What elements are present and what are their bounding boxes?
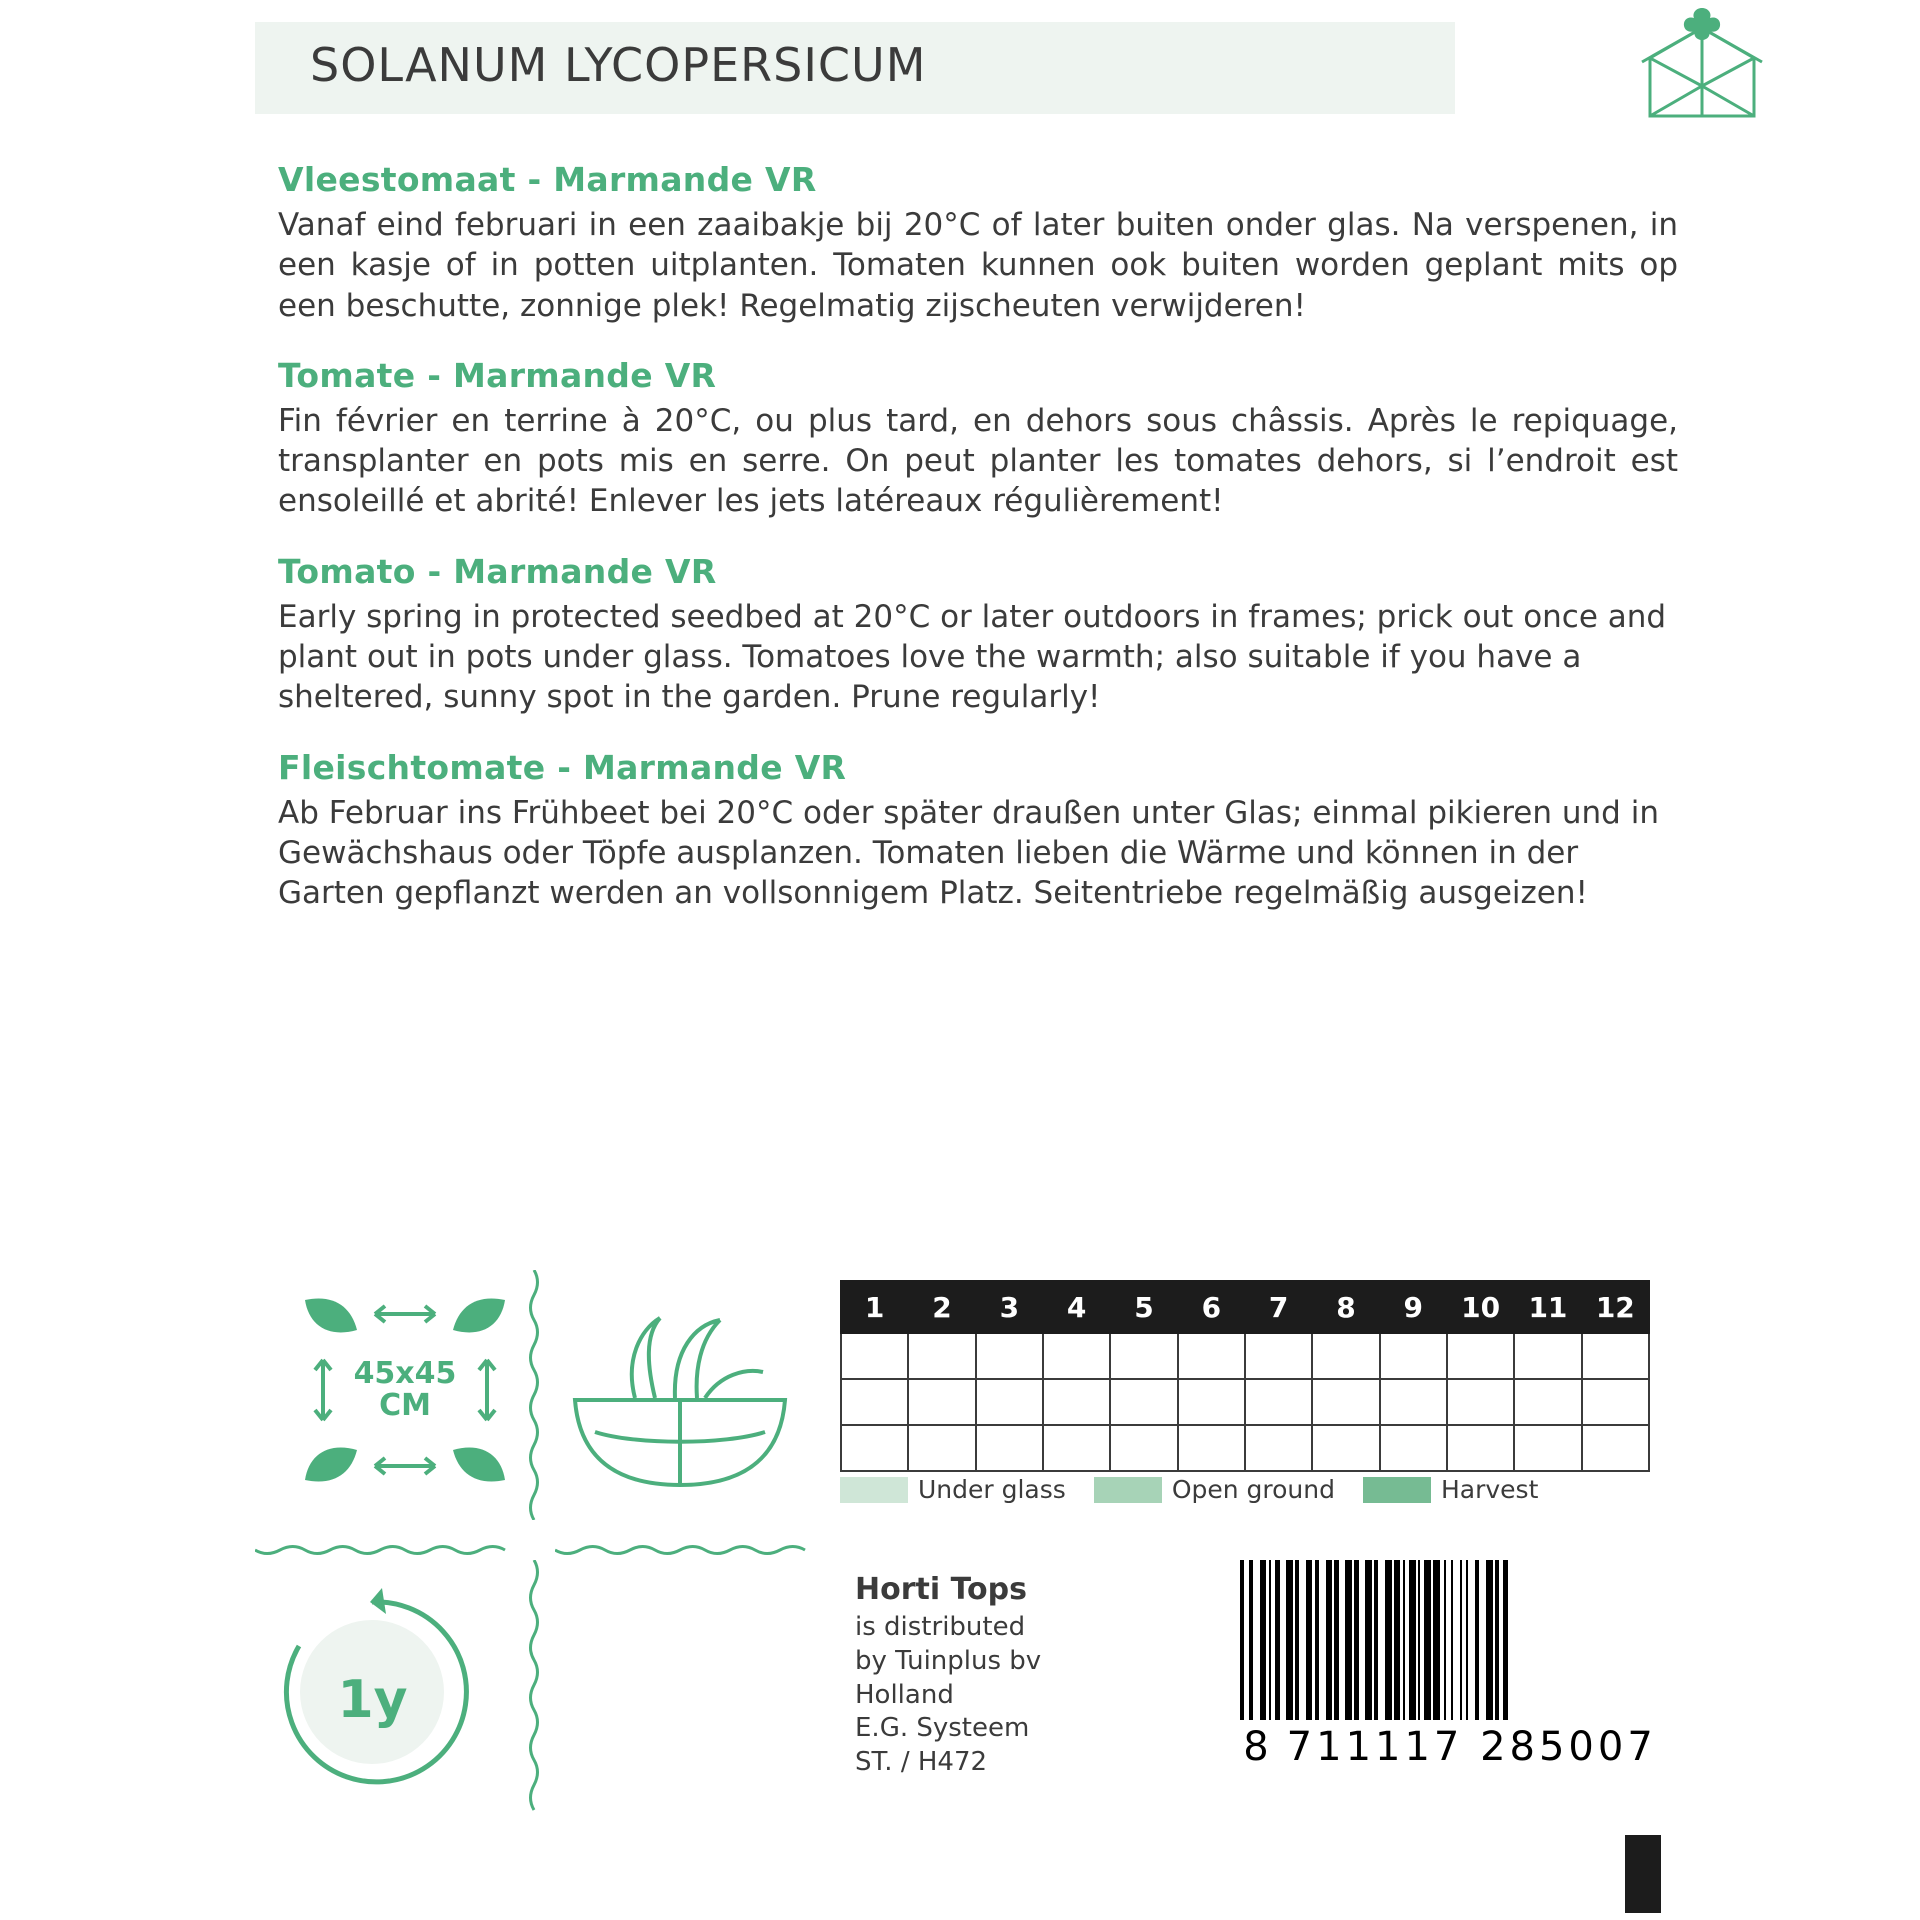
legend-swatch-open-ground — [1094, 1477, 1162, 1503]
calendar-row-under-glass — [841, 1333, 1649, 1379]
legend-label-open-ground: Open ground — [1171, 1475, 1335, 1504]
brand-name: Horti Tops — [855, 1572, 1028, 1607]
section-title-en: Tomato - Marmande VR — [278, 551, 717, 591]
calendar-legend — [840, 1475, 1650, 1504]
page-title: SOLANUM LYCOPERSICUM — [310, 38, 927, 92]
section-nl — [278, 160, 1678, 326]
plant-spacing-value: 45x45 — [353, 1356, 457, 1391]
sowing-calendar — [840, 1280, 1650, 1472]
calendar-cell — [976, 1333, 1043, 1379]
legend-item-open-ground — [1094, 1475, 1335, 1504]
section-de — [278, 748, 1678, 914]
month-header: 6 — [1178, 1281, 1245, 1333]
legend-item-under-glass — [840, 1475, 1066, 1504]
calendar-header-row — [841, 1281, 1649, 1333]
calendar-cell — [1312, 1425, 1379, 1471]
annual-cycle-label: 1y — [337, 1670, 408, 1730]
calendar-cell — [1514, 1379, 1581, 1425]
description-sections — [278, 160, 1678, 944]
calendar-cell — [908, 1333, 975, 1379]
calendar-row-open-ground — [841, 1379, 1649, 1425]
section-title-nl: Vleestomaat - Marmande VR — [278, 160, 817, 199]
divider-horizontal-right — [555, 1542, 825, 1561]
month-header: 12 — [1582, 1281, 1649, 1333]
distributor-line-3: Holland — [855, 1679, 954, 1710]
distributor-line-2: by Tuinplus bv — [855, 1645, 1042, 1676]
legend-swatch-harvest — [1363, 1477, 1431, 1503]
calendar-cell — [1043, 1425, 1110, 1471]
calendar-cell — [1312, 1379, 1379, 1425]
info-panel — [255, 1270, 1675, 1870]
calendar-cell — [841, 1425, 908, 1471]
month-header: 9 — [1380, 1281, 1447, 1333]
month-header: 3 — [976, 1281, 1043, 1333]
salad-bowl-icon — [555, 1280, 805, 1500]
legend-label-harvest: Harvest — [1440, 1475, 1539, 1504]
calendar-cell — [1043, 1333, 1110, 1379]
section-body-nl: Vanaf eind februari in een zaaibakje bij 20°C of later buiten onder glas. Na verspenen, in een kasje of in potten uitplanten. Tomaten kunnen ook buiten worden geplant mits op een beschutte, zonnige plek! Regelmatig zijscheuten verwijderen! — [278, 207, 1678, 324]
plant-spacing-label — [325, 1358, 485, 1421]
calendar-cell — [1245, 1379, 1312, 1425]
calendar-cell — [976, 1425, 1043, 1471]
calendar-cell — [1312, 1333, 1379, 1379]
distributor-line-1: is distributed — [855, 1612, 1026, 1642]
calendar-cell — [1514, 1333, 1581, 1379]
calendar-cell — [1178, 1425, 1245, 1471]
calendar-cell — [841, 1379, 908, 1425]
section-fr — [278, 356, 1678, 522]
distributor-info — [855, 1570, 1155, 1780]
barcode-digits — [1240, 1724, 1660, 1770]
month-header: 5 — [1110, 1281, 1177, 1333]
distributor-line-5: ST. / H472 — [855, 1747, 988, 1778]
legend-swatch-under-glass — [840, 1477, 908, 1503]
section-title-fr: Tomate - Marmande VR — [278, 355, 717, 395]
calendar-cell — [1582, 1333, 1649, 1379]
calendar-cell — [1110, 1425, 1177, 1471]
calendar-cell — [1380, 1333, 1447, 1379]
distributor-line-4: E.G. Systeem — [855, 1713, 1030, 1744]
calendar-cell — [1178, 1333, 1245, 1379]
month-header: 7 — [1245, 1281, 1312, 1333]
month-header: 10 — [1447, 1281, 1514, 1333]
barcode-bars — [1240, 1560, 1660, 1720]
month-header: 2 — [908, 1281, 975, 1333]
corner-mark — [1625, 1835, 1661, 1913]
annual-cycle-icon — [275, 1580, 535, 1810]
calendar-row-harvest — [841, 1425, 1649, 1471]
calendar-cell — [1380, 1425, 1447, 1471]
barcode-number: 711117 285007 — [1286, 1724, 1657, 1770]
section-title-de: Fleischtomate - Marmande VR — [278, 747, 847, 787]
legend-label-under-glass: Under glass — [918, 1475, 1066, 1504]
calendar-cell — [1582, 1425, 1649, 1471]
month-header: 4 — [1043, 1281, 1110, 1333]
section-body-de: Ab Februar ins Frühbeet bei 20°C oder später draußen unter Glas; einmal pikieren und in Gewächshaus oder Töpfe ausplanzen. Tomaten lieben die Wärme und können in der Garten gepflanzt werden an vollsonnigem Platz. Seitentriebe regelmäßig ausgeizen! — [278, 794, 1659, 912]
legend-item-harvest — [1363, 1475, 1538, 1504]
section-body-fr: Fin février en terrine à 20°C, ou plus tard, en dehors sous châssis. Après le repiquage, transplanter en pots mis en serre. On peut planter les tomates dehors, si l’endroit est ensoleillé et abrité! Enlever les jets latéreaux régulièrement! — [278, 402, 1678, 520]
calendar-cell — [1380, 1379, 1447, 1425]
calendar-cell — [976, 1379, 1043, 1425]
month-header: 11 — [1514, 1281, 1581, 1333]
calendar-cell — [841, 1333, 908, 1379]
calendar-cell — [1582, 1379, 1649, 1425]
calendar-cell — [1514, 1425, 1581, 1471]
calendar-table — [840, 1280, 1650, 1472]
month-header: 8 — [1312, 1281, 1379, 1333]
calendar-cell — [1447, 1379, 1514, 1425]
calendar-cell — [1245, 1425, 1312, 1471]
greenhouse-icon — [1632, 4, 1772, 130]
barcode — [1240, 1560, 1660, 1770]
divider-horizontal-left — [255, 1542, 525, 1561]
calendar-cell — [1110, 1333, 1177, 1379]
calendar-cell — [1043, 1379, 1110, 1425]
calendar-cell — [1447, 1333, 1514, 1379]
barcode-lead-digit: 8 — [1243, 1724, 1273, 1770]
calendar-cell — [1447, 1425, 1514, 1471]
calendar-cell — [1245, 1333, 1312, 1379]
section-body-en: Early spring in protected seedbed at 20°C or later outdoors in frames; prick out once and plant out in pots under glass. Tomatoes love the warmth; also suitable if you have a sheltered, sunny spot in the garden. Prune regularly! — [278, 598, 1667, 716]
plant-spacing-icon — [275, 1280, 535, 1500]
calendar-cell — [908, 1425, 975, 1471]
calendar-cell — [1110, 1379, 1177, 1425]
plant-spacing-unit: CM — [379, 1387, 431, 1423]
section-en — [278, 552, 1678, 718]
month-header: 1 — [841, 1281, 908, 1333]
calendar-cell — [1178, 1379, 1245, 1425]
calendar-cell — [908, 1379, 975, 1425]
